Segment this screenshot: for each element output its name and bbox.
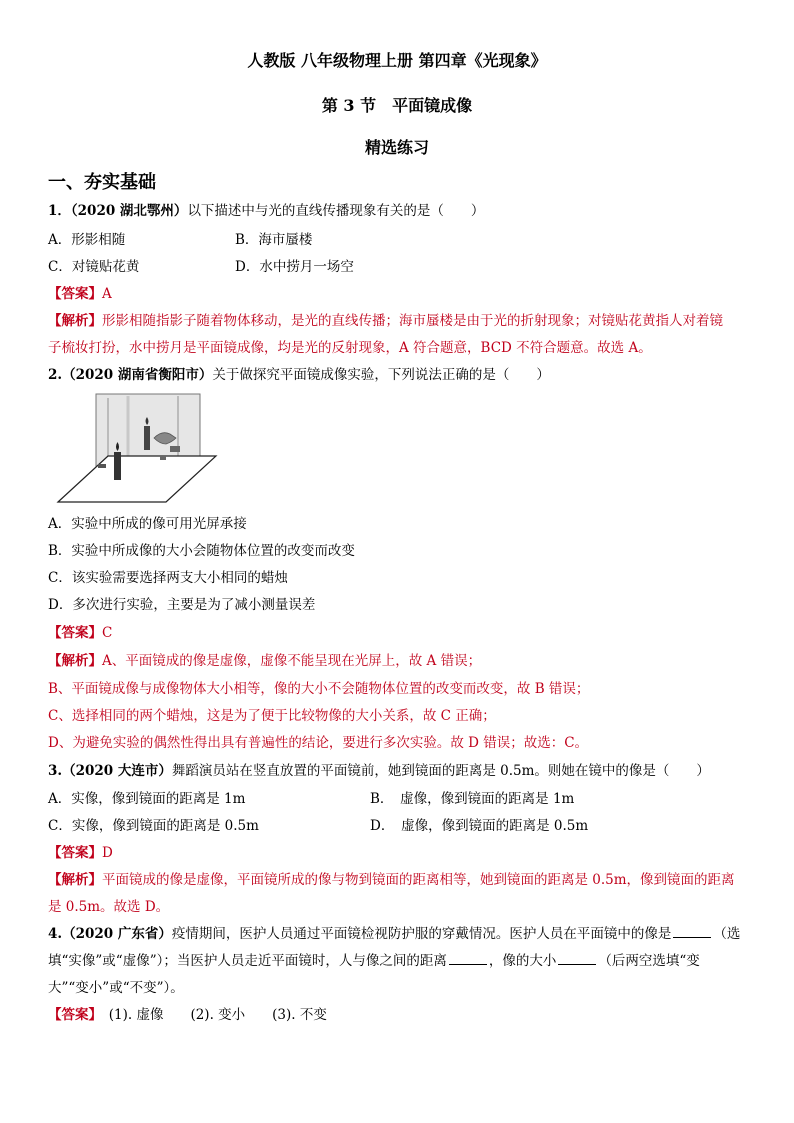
analysis-2-line-1 (48, 652, 481, 670)
document-title: 人教版 八年级物理上册 第四章《光现象》 (247, 51, 547, 70)
answer-label: 【答案】 (48, 1007, 96, 1023)
analysis-3-line-2: 是 0.5m。故选 D。 (48, 899, 170, 915)
analysis-label: 【解析】 (48, 313, 102, 329)
question-number: 3. (48, 763, 63, 779)
question-4-line-3: 大”“变小”或“不变”）。 (48, 980, 184, 996)
option-c: C．对镜贴花黄 (48, 259, 140, 275)
question-stem: （后两空选填“变 (598, 953, 700, 969)
option-d: D．多次进行实验，主要是为了减小测量误差 (48, 597, 316, 613)
answer-blank[interactable] (449, 952, 487, 965)
answer-1 (48, 285, 112, 303)
analysis-label: 【解析】 (48, 872, 102, 888)
question-stem: 舞蹈演员站在竖直放置的平面镜前，她到镜面的距离是 0.5m。则她在镜中的像是（ ） (171, 763, 710, 779)
option-c: C．该实验需要选择两支大小相同的蜡烛 (48, 570, 288, 586)
question-stem: 以下描述中与光的直线传播现象有关的是（ ） (187, 203, 485, 219)
answer-2 (48, 624, 112, 642)
option-b: B．海市蜃楼 (235, 232, 313, 248)
option-d: D． 虚像，像到镜面的距离是 0.5m (370, 818, 589, 834)
answer-3 (48, 844, 113, 862)
section-title: 第 3 节 平面镜成像 (321, 96, 473, 115)
analysis-text: A、平面镜成的像是虚像，虚像不能呈现在光屏上，故 A 错误； (102, 653, 482, 669)
analysis-1-line-2: 子梳妆打扮，水中捞月是平面镜成像，均是光的反射现象，A 符合题意，BCD 不符合题意。故选 A。 (48, 340, 652, 356)
option-a: A．实像，像到镜面的距离是 1m (48, 791, 246, 807)
question-source: （2020 湖北鄂州） (70, 203, 188, 219)
analysis-text: 形影相随指影子随着物体移动，是光的直线传播；海市蜃楼是由于光的折射现象；对镜贴花黄指人对着镜 (102, 313, 723, 329)
question-2 (48, 366, 550, 384)
analysis-2-line-2: B、平面镜成像与成像物体大小相等，像的大小不会随物体位置的改变而改变，故 B 错误； (48, 681, 590, 697)
answer-value: C (102, 625, 113, 641)
question-number: 1． (48, 203, 71, 219)
answer-blank[interactable] (558, 952, 596, 965)
question-stem: 疫情期间，医护人员通过平面镜检视防护服的穿戴情况。医护人员在平面镜中的像是 (171, 926, 672, 942)
question-number: 2. (48, 367, 63, 383)
answer-label: 【答案】 (48, 845, 102, 861)
question-4-line-2 (48, 952, 700, 970)
answer-value: (1). 虚像 (2). 变小 (3). 不变 (95, 1007, 327, 1023)
question-3 (48, 762, 710, 780)
analysis-3-line-1 (48, 871, 735, 889)
option-a: A．形影相随 (48, 232, 126, 248)
question-stem: ，像的大小 (488, 953, 557, 969)
option-c: C．实像，像到镜面的距离是 0.5m (48, 818, 259, 834)
question-1 (48, 202, 484, 220)
analysis-label: 【解析】 (48, 653, 102, 669)
analysis-1-line-1 (48, 312, 723, 330)
answer-blank[interactable] (673, 925, 711, 938)
question-source: （2020 湖南省衡阳市） (62, 367, 213, 383)
option-b: B． 虚像，像到镜面的距离是 1m (370, 791, 575, 807)
option-b: B．实验中所成像的大小会随物体位置的改变而改变 (48, 543, 355, 559)
option-a: A．实验中所成的像可用光屏承接 (48, 516, 247, 532)
analysis-2-line-4: D、为避免实验的偶然性得出具有普遍性的结论，要进行多次实验。故 D 错误；故选：C。 (48, 735, 589, 751)
answer-label: 【答案】 (48, 286, 102, 302)
question-source: （2020 大连市） (62, 763, 172, 779)
analysis-text: 平面镜成的像是虚像，平面镜所成的像与物到镜面的距离相等，她到镜面的距离是 0.5m，像到镜面的距离 (102, 872, 735, 888)
answer-label: 【答案】 (48, 625, 102, 641)
analysis-2-line-3: C、选择相同的两个蜡烛，这是为了便于比较物像的大小关系，故 C 正确； (48, 708, 496, 724)
answer-value: D (102, 845, 113, 861)
question-source: （2020 广东省） (62, 926, 172, 942)
mirror-experiment-figure (48, 390, 218, 506)
part-heading: 一、夯实基础 (48, 172, 156, 193)
question-number: 4. (48, 926, 63, 942)
answer-value: A (102, 286, 112, 302)
question-4-line-1 (48, 925, 740, 943)
subtitle: 精选练习 (364, 138, 429, 157)
option-d: D．水中捞月一场空 (235, 259, 354, 275)
question-stem: 填“实像”或“虚像”）；当医护人员走近平面镜时，人与像之间的距离 (48, 953, 447, 969)
answer-4 (48, 1006, 327, 1024)
question-stem: 关于做探究平面镜成像实验，下列说法正确的是（ ） (212, 367, 550, 383)
question-stem-cont: （选 (713, 926, 741, 942)
